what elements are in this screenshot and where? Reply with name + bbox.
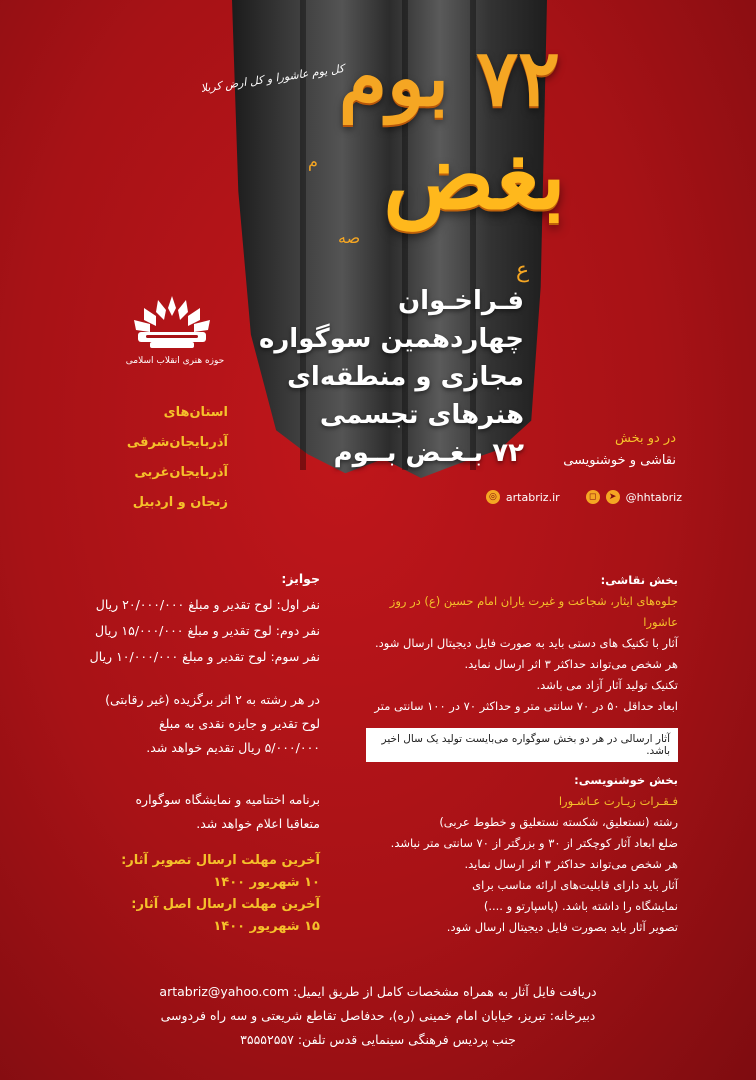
closing-line: متعاقبا اعلام خواهد شد. <box>196 816 320 831</box>
call-line: مجازی و منطقه‌ای <box>287 362 524 392</box>
call-line: هنرهای تجسمی <box>319 400 524 430</box>
prize-note <box>80 688 320 760</box>
footer-line: جنب پردیس فرهنگی سینمایی قدس تلفن: ۳۵۵۵۲۵۵۷ <box>240 1032 516 1047</box>
title-glyph: صه <box>338 228 361 247</box>
prize-note-line: در هر رشته به ۲ اثر برگزیده (غیر رقابتی) <box>105 692 320 707</box>
prize-note-line: لوح تقدیر و جایزه نقدی به مبلغ <box>159 716 320 731</box>
call-line: چهاردهمین سوگواره <box>258 324 524 354</box>
calligraphy-rule: رشته (نستعلیق، شکسته نستعلیق و خطوط عربی) <box>439 815 678 829</box>
provinces-list <box>118 398 228 518</box>
prize-item: نفر دوم: لوح تقدیر و مبلغ ۱۵/۰۰۰/۰۰۰ ریال <box>95 623 320 638</box>
call-line: فـراخـوان <box>397 286 524 316</box>
deadlines-block <box>80 850 320 938</box>
sections-info <box>563 428 676 472</box>
deadline-line: ۱۰ شهریور ۱۴۰۰ <box>213 875 320 890</box>
calligraphy-rule: نمایشگاه را داشته باشد. (پاسپارتو و ....) <box>483 899 678 913</box>
organization-logo <box>124 294 220 350</box>
calligraphy-rule: ضلع ابعاد آثار کوچکتر از ۳۰ و بزرگتر از ۷۰ سانتی متر نباشد. <box>390 836 678 850</box>
deadline-line: آخرین مهلت ارسال اصل آثار: <box>131 897 320 912</box>
closing-note <box>80 788 320 836</box>
prize-item: نفر اول: لوح تقدیر و مبلغ ۲۰/۰۰۰/۰۰۰ ریال <box>95 597 320 612</box>
social-handle[interactable]: @hhtabriz <box>625 490 682 504</box>
telegram-icon: ➤ <box>606 490 620 504</box>
motto: کل یوم عاشورا و کل ارض کربلا <box>199 61 345 96</box>
title-glyph: ع <box>516 258 530 283</box>
province-line: زنجان و اردبیل <box>132 495 228 510</box>
logo-caption: حوزه هنری انقلاب اسلامی <box>125 356 225 366</box>
instagram-icon: ◻ <box>586 490 600 504</box>
calligraphy-section <box>358 770 678 938</box>
prize-item: نفر سوم: لوح تقدیر و مبلغ ۱۰/۰۰۰/۰۰۰ ریال <box>89 649 320 664</box>
website-link[interactable]: artabriz.ir <box>505 490 560 504</box>
province-line: آذربایجان‌غربی <box>134 465 228 480</box>
title-line-1: ۷۲ بوم <box>338 33 560 124</box>
calligraphy-rule: تصویر آثار باید بصورت فایل دیجیتال ارسال شود. <box>446 920 678 934</box>
painting-rule: ابعاد حداقل ۵۰ در ۷۰ سانتی متر و حداکثر ۷۰ در ۱۰۰ سانتی متر <box>374 699 678 713</box>
closing-line: برنامه اختتامیه و نمایشگاه سوگواره <box>135 792 320 807</box>
painting-theme: جلوه‌های ایثار، شجاعت و غیرت یاران امام حسین (ع) در روز عاشورا <box>389 594 678 629</box>
painting-rule: هر شخص می‌تواند حداکثر ۳ اثر ارسال نماید. <box>464 657 678 671</box>
painting-rule: آثار با تکنیک های دستی باید به صورت فایل دیجیتال ارسال شود. <box>375 636 678 650</box>
calligraphy-rule: هر شخص می‌تواند حداکثر ۳ اثر ارسال نماید. <box>464 857 678 871</box>
painting-section <box>358 570 678 717</box>
province-line: استان‌های <box>163 405 228 420</box>
deadline-line: آخرین مهلت ارسال تصویر آثار: <box>121 853 320 868</box>
title-line-2: بغض <box>383 122 566 230</box>
notice-box: آثار ارسالی در هر دو بخش سوگواره می‌بایست تولید یک سال اخیر باشد. <box>366 728 678 762</box>
call-line: ۷۲ بـغـض بــوم <box>333 438 524 468</box>
calligraphy-rule: آثار باید دارای قابلیت‌های ارائه مناسب برای <box>472 878 678 892</box>
prizes-heading: جوایز: <box>281 571 320 586</box>
prize-note-line: ۵/۰۰۰/۰۰۰ ریال تقدیم خواهد شد. <box>146 740 320 755</box>
sections-line: نقاشی و خوشنویسی <box>563 453 676 468</box>
sections-line: در دو بخش <box>615 431 676 446</box>
calligraphy-theme: فـقـرات زیـارت عـاشـورا <box>558 794 678 808</box>
calligraphy-heading: بخش خوشنویسی: <box>574 773 678 787</box>
footer-contact <box>0 980 756 1052</box>
social-links <box>486 490 682 504</box>
painting-rule: تکنیک تولید آثار آزاد می باشد. <box>536 678 678 692</box>
province-line: آذربایجان‌شرقی <box>126 435 228 450</box>
deadline-line: ۱۵ شهریور ۱۴۰۰ <box>213 919 320 934</box>
footer-line: دریافت فایل آثار به همراه مشخصات کامل از طریق ایمیل: artabriz@yahoo.com <box>159 984 597 999</box>
web-icon: ◎ <box>486 490 500 504</box>
prizes-block <box>80 566 320 670</box>
title-glyph: م <box>308 152 318 171</box>
lotus-logo-icon <box>124 294 220 350</box>
painting-heading: بخش نقاشی: <box>600 573 678 587</box>
call-title <box>244 282 524 472</box>
footer-line: دبیرخانه: تبریز، خیابان امام خمینی (ره)، حدفاصل تقاطع شریعتی و سه راه فردوسی <box>160 1008 596 1023</box>
